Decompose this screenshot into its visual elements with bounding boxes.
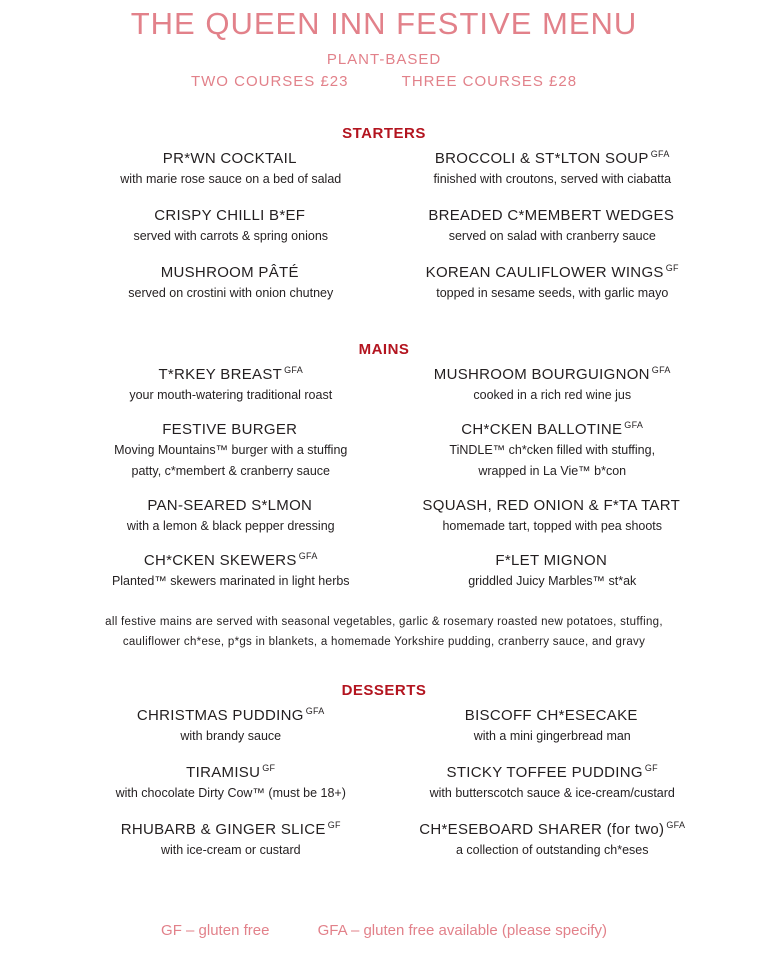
desserts-heading: DESSERTS — [341, 682, 427, 699]
item-name: CHRISTMAS PUDDING — [136, 707, 304, 724]
dietary-key — [0, 922, 768, 939]
item-description: finished with croutons, served with ciabatta — [433, 172, 672, 186]
menu-item — [90, 365, 372, 406]
menu-item — [90, 206, 372, 247]
starters-grid — [0, 149, 768, 304]
desserts-grid — [0, 706, 768, 861]
item-description: topped in sesame seeds, with garlic mayo — [436, 286, 669, 300]
menu-item — [412, 263, 694, 304]
menu-item — [90, 263, 372, 304]
starters-heading: STARTERS — [342, 125, 426, 142]
dietary-tag: GF — [665, 263, 679, 273]
dietary-tag: GF — [644, 763, 658, 773]
item-description: Moving Mountains™ burger with a stuffing patty, c*membert & cranberry sauce — [114, 443, 348, 478]
item-name: MUSHROOM BOURGUIGNON — [433, 366, 650, 383]
dietary-tag: GF — [262, 763, 276, 773]
menu-item — [90, 706, 372, 747]
item-description: with butterscotch sauce & ice-cream/custard — [429, 786, 675, 800]
item-name: MUSHROOM PÂTÉ — [160, 264, 299, 281]
mains-sides-note: all festive mains are served with seasonal vegetables, garlic & rosemary roasted new potatoes, stuffing, cauliflower ch*ese, p*gs in blankets, a homemade Yorkshire pudding, cranberry sauce, and gravy — [105, 616, 663, 648]
dietary-tag: GFA — [651, 365, 671, 375]
item-description: with brandy sauce — [180, 729, 282, 743]
dietary-tag: GFA — [298, 551, 318, 561]
menu-item — [90, 763, 372, 804]
item-description: with a mini gingerbread man — [473, 729, 631, 743]
item-name: BREADED C*MEMBERT WEDGES — [428, 207, 675, 224]
item-name: BROCCOLI & ST*LTON SOUP — [434, 150, 649, 167]
item-name: FESTIVE BURGER — [162, 421, 298, 438]
item-name: CRISPY CHILLI B*EF — [154, 207, 306, 224]
item-description: homemade tart, topped with pea shoots — [442, 519, 663, 533]
item-description: TiNDLE™ ch*cken filled with stuffing, wrapped in La Vie™ b*con — [449, 443, 656, 478]
item-name: SQUASH, RED ONION & F*TA TART — [422, 497, 681, 514]
menu-title: THE QUEEN INN FESTIVE MENU — [130, 6, 638, 41]
menu-subtitle: PLANT-BASED — [326, 51, 442, 68]
menu-item — [90, 496, 372, 537]
item-description: served with carrots & spring onions — [133, 229, 329, 243]
menu-item — [412, 496, 694, 537]
dietary-tag: GFA — [284, 365, 304, 375]
item-description: served on salad with cranberry sauce — [448, 229, 656, 243]
item-name: TIRAMISU — [186, 764, 261, 781]
item-name: T*RKEY BREAST — [158, 366, 283, 383]
key-gluten-free: GF – gluten free — [161, 922, 270, 939]
item-name: KOREAN CAULIFLOWER WINGS — [425, 264, 664, 281]
item-description: griddled Juicy Marbles™ st*ak — [468, 574, 637, 588]
dietary-tag: GFA — [305, 706, 325, 716]
item-name: CH*ESEBOARD SHARER (for two) — [419, 821, 665, 838]
item-description: served on crostini with onion chutney — [128, 286, 334, 300]
item-name: PR*WN COCKTAIL — [162, 150, 297, 167]
dietary-tag: GFA — [624, 420, 644, 430]
item-name: F*LET MIGNON — [495, 552, 608, 569]
price-three-courses: THREE COURSES £28 — [401, 73, 578, 90]
menu-item — [412, 706, 694, 747]
price-two-courses: TWO COURSES £23 — [190, 73, 349, 90]
item-description: Planted™ skewers marinated in light herbs — [111, 574, 350, 588]
item-description: with marie rose sauce on a bed of salad — [120, 172, 342, 186]
price-line — [0, 73, 768, 90]
dietary-tag: GF — [327, 820, 341, 830]
menu-item — [90, 551, 372, 592]
item-description: your mouth-watering traditional roast — [129, 388, 333, 402]
menu-item — [412, 820, 694, 861]
item-name: BISCOFF CH*ESECAKE — [464, 707, 638, 724]
menu-item — [90, 149, 372, 190]
dietary-tag: GFA — [650, 149, 670, 159]
item-name: RHUBARB & GINGER SLICE — [120, 821, 326, 838]
item-name: CH*CKEN BALLOTINE — [461, 421, 623, 438]
mains-heading: MAINS — [358, 341, 410, 358]
item-description: with ice-cream or custard — [160, 843, 301, 857]
item-description: cooked in a rich red wine jus — [473, 388, 632, 402]
menu-item — [412, 149, 694, 190]
item-description: with a lemon & black pepper dressing — [126, 519, 335, 533]
key-gluten-free-available: GFA – gluten free available (please specify) — [317, 922, 607, 939]
menu-item — [90, 820, 372, 861]
menu-item — [412, 365, 694, 406]
item-name: PAN-SEARED S*LMON — [147, 497, 313, 514]
menu-item — [412, 206, 694, 247]
item-description: with chocolate Dirty Cow™ (must be 18+) — [115, 786, 346, 800]
menu-item — [412, 551, 694, 592]
menu-item — [412, 420, 694, 482]
dietary-tag: GFA — [666, 820, 686, 830]
item-name: CH*CKEN SKEWERS — [143, 552, 297, 569]
menu-item — [412, 763, 694, 804]
mains-grid — [0, 365, 768, 592]
menu-item — [90, 420, 372, 482]
item-description: a collection of outstanding ch*eses — [456, 843, 649, 857]
item-name: STICKY TOFFEE PUDDING — [446, 764, 643, 781]
